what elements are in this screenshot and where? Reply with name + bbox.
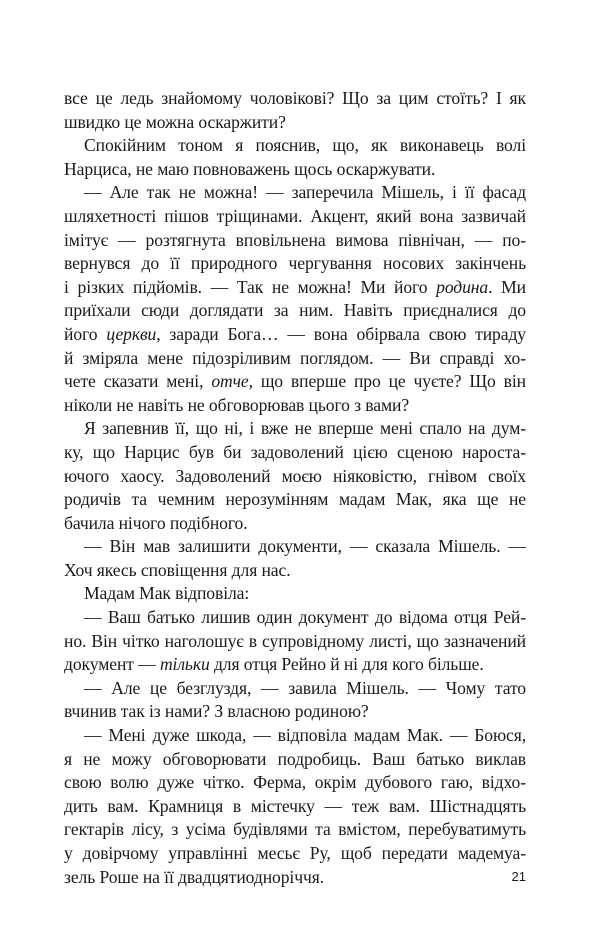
italic-text: родина	[436, 276, 489, 297]
text-segment: — Ваш батько лишив один документ до відома отця Рей-	[84, 607, 526, 628]
text-line	[64, 771, 526, 795]
text-segment: — Мені дуже шкода, — відповіла мадам Мак. — Боюся,	[84, 725, 526, 746]
italic-text: церкви	[106, 323, 157, 344]
text-line	[64, 370, 526, 394]
text-segment: — Він мав залишити документи, — сказала Мішель. —	[84, 536, 526, 557]
text-segment: і різких підйомів. — Так не можна! Ми його	[64, 276, 437, 297]
text-segment: ку, що Нарцис був би задоволений цією сценою нароста-	[64, 441, 526, 462]
text-line	[64, 748, 526, 772]
text-segment: . Ми	[488, 276, 526, 297]
text-segment: вчинив так із нами? З власною родиною?	[64, 701, 369, 722]
text-segment: я не можу обговорювати подробиць. Ваш батько виклав	[64, 748, 526, 769]
text-line	[64, 488, 526, 512]
text-line	[64, 582, 526, 606]
text-line	[64, 818, 526, 842]
text-segment: гектарів лісу, з усіма будівлями та вмістом, перебуватимуть	[64, 819, 526, 840]
text-segment: родичів та чемним нерозумінням мадам Мак, яка ще не	[64, 489, 526, 510]
text-segment: — Але це безглуздя, — завила Мішель. — Чому тато	[84, 677, 526, 698]
page-body-text	[64, 87, 526, 889]
text-segment: у довірчому управлінні месьє Ру, щоб передати мадемуа-	[64, 843, 526, 863]
text-segment: Нарциса, не маю повноважень щось оскаржувати.	[64, 158, 436, 179]
text-line	[64, 606, 526, 630]
text-line	[64, 299, 526, 323]
text-line	[64, 417, 526, 441]
text-line	[64, 795, 526, 819]
text-segment: все це ледь знайомому чоловікові? Що за цим стоїть? І як	[64, 88, 526, 108]
text-segment: зель Роше на її двадцятиодноріччя.	[64, 866, 324, 887]
text-segment: ніколи не навіть не обговорював цього з вами?	[64, 394, 410, 415]
text-segment: й зміряла мене підозріливим поглядом. — Ви справді хо-	[64, 347, 526, 368]
text-segment: бачила нічого подібного.	[64, 512, 248, 533]
text-line	[64, 394, 526, 418]
text-line	[64, 535, 526, 559]
text-segment: чете сказати мені,	[64, 371, 212, 392]
text-line	[64, 205, 526, 229]
text-line	[64, 276, 526, 300]
text-line	[64, 677, 526, 701]
text-segment: Спокійним тоном я пояснив, що, як виконавець волі	[84, 135, 526, 156]
text-line	[64, 229, 526, 253]
text-segment: вернувся до її природного чергування носових закінчень	[64, 253, 526, 274]
text-line	[64, 842, 526, 866]
text-line	[64, 700, 526, 724]
text-segment: — Але так не можна! — заперечила Мішель, і її фасад	[84, 182, 526, 203]
text-line	[64, 347, 526, 371]
text-line	[64, 252, 526, 276]
text-line	[64, 465, 526, 489]
text-segment: Хоч якесь сповіщення для нас.	[64, 559, 291, 580]
text-segment: для отця Рейно й ні для кого більше.	[209, 654, 484, 675]
text-line	[64, 724, 526, 748]
text-segment: ючого хаосу. Задоволений моєю ніяковістю, гнівом своїх	[64, 465, 526, 486]
text-line	[64, 441, 526, 465]
italic-text: тільки	[159, 654, 210, 675]
text-segment: Мадам Мак відповіла:	[84, 583, 250, 604]
text-segment: імітує — розтягнута вповільнена вимова північан, — по-	[64, 229, 526, 250]
text-line	[64, 512, 526, 536]
text-segment: свою волю дуже чітко. Ферма, окрім дубового гаю, відхо-	[64, 772, 526, 793]
italic-text: отче	[211, 371, 249, 392]
text-segment: дить вам. Крамниця в містечку — теж вам. Шістнадцять	[64, 795, 526, 816]
text-segment: документ —	[64, 654, 160, 675]
text-segment: но. Він чітко наголошує в супровідному листі, що зазначений	[64, 630, 526, 651]
text-segment: шляхетності пішов тріщинами. Акцент, який вона зазвичай	[64, 205, 526, 226]
text-line	[64, 87, 526, 111]
text-line	[64, 158, 526, 182]
text-line	[64, 323, 526, 347]
page-number: 21	[511, 869, 526, 884]
text-line	[64, 630, 526, 654]
text-line	[64, 559, 526, 583]
text-line	[64, 181, 526, 205]
text-segment: приїхали сюди доглядати за ним. Навіть приєдналися до	[64, 300, 526, 321]
text-line	[64, 653, 526, 677]
text-segment: його	[64, 323, 107, 344]
text-segment: швидко це можна оскаржити?	[64, 111, 286, 132]
text-segment: , що вперше про це чуєте? Що він	[248, 371, 526, 392]
text-segment: Я запевнив її, що ні, і вже не вперше мені спало на дум-	[84, 418, 526, 439]
text-segment: , заради Бога… — вона обірвала свою тираду	[156, 323, 527, 344]
text-line	[64, 111, 526, 135]
text-line	[64, 866, 526, 890]
text-line	[64, 134, 526, 158]
